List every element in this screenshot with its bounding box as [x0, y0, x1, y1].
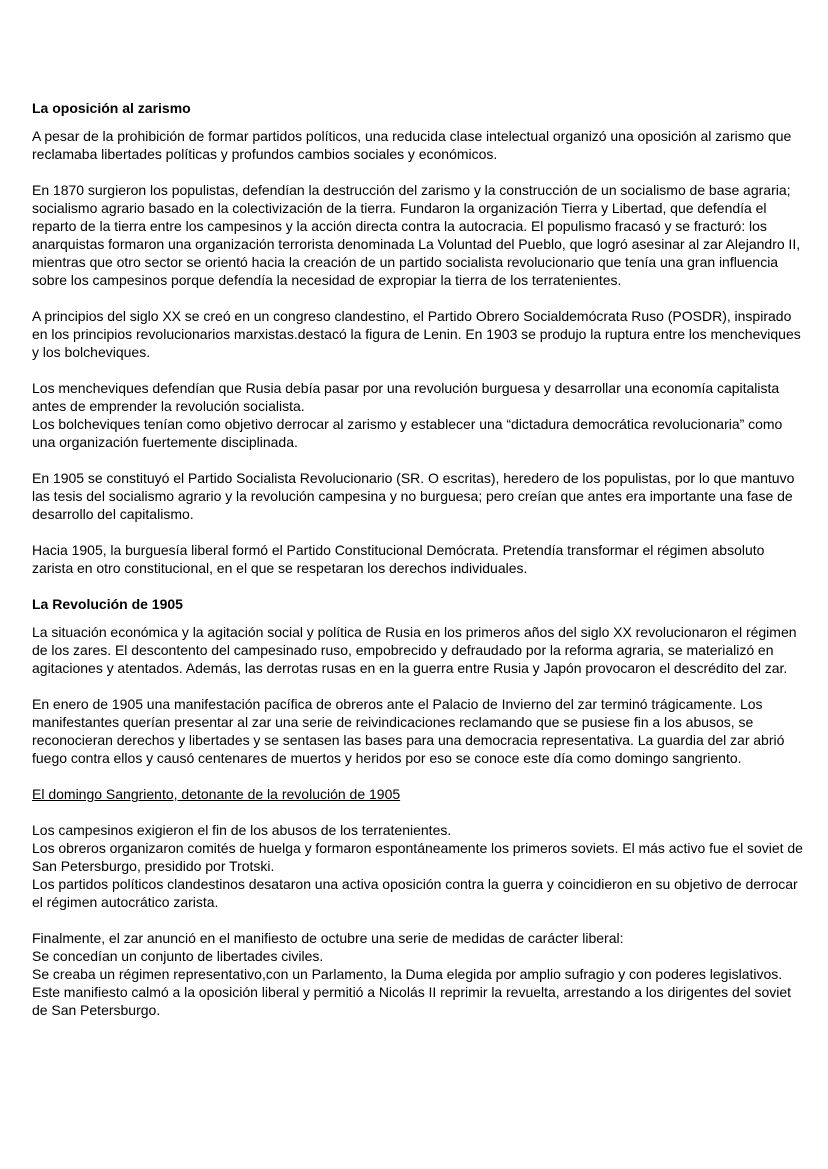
paragraph [32, 379, 816, 451]
text-line: A pesar de la prohibición de formar partidos políticos, una reducida clase intelectual organizó una oposición al zarismo que [32, 128, 792, 144]
text-line: En enero de 1905 una manifestación pacífica de obreros ante el Palacio de Invierno del zar terminó trágicamente. Los [32, 696, 763, 712]
text-line: zarista en otro constitucional, en el que se respetaran los derechos individuales. [32, 560, 528, 576]
text-line: La situación económica y la agitación social y política de Rusia en los primeros años del siglo XX revolucionaron el régimen [32, 624, 797, 640]
paragraph [32, 541, 816, 577]
section-title-opposition: La oposición al zarismo [32, 100, 191, 116]
paragraph [32, 623, 816, 677]
text-line: reclamaba libertades políticas y profundos cambios sociales y económicos. [32, 146, 498, 162]
paragraph [32, 181, 816, 289]
text-line: Finalmente, el zar anunció en el manifiesto de octubre una serie de medidas de carácter liberal: [32, 930, 624, 946]
paragraph [32, 695, 816, 767]
paragraph [32, 127, 816, 163]
text-line: Hacia 1905, la burguesía liberal formó el Partido Constitucional Demócrata. Pretendía transformar el régimen absoluto [32, 542, 765, 558]
text-line: Los mencheviques defendían que Rusia debía pasar por una revolución burguesa y desarrollar una economía capitalista [32, 380, 780, 396]
text-line: en los principios revolucionarios marxistas.destacó la figura de Lenin. En 1903 se produjo la ruptura entre los mencheviques [32, 326, 801, 342]
text-line: el régimen autocrático zarista. [32, 894, 219, 910]
text-line: Los obreros organizaron comités de huelga y formaron espontáneamente los primeros soviets. El más activo fue el soviet de [32, 840, 803, 856]
text-line: agitaciones y atentados. Además, las derrotas rusas en en la guerra entre Rusia y Japón provocaron el descrédito del zar. [32, 660, 788, 676]
text-line: socialismo agrario basado en la colectivización de la tierra. Fundaron la organización Tierra y Libertad, que defendía el [32, 200, 767, 216]
text-line: Los campesinos exigieron el fin de los abusos de los terratenientes. [32, 822, 452, 838]
text-line: de San Petersburgo. [32, 1002, 161, 1018]
text-line: A principios del siglo XX se creó en un congreso clandestino, el Partido Obrero Socialdemócrata Ruso (POSDR), inspirado [32, 308, 792, 324]
text-line: Se concedían un conjunto de libertades civiles. [32, 948, 324, 964]
text-line: de los zares. El descontento del campesinado ruso, empobrecido y defraudado por la reforma agraria, se materializó en [32, 642, 774, 658]
paragraph [32, 929, 816, 1019]
paragraph [32, 307, 816, 361]
text-line: una organización fuertemente disciplinada. [32, 434, 298, 450]
text-line: En 1870 surgieron los populistas, defendían la destrucción del zarismo y la construcción de un socialismo de base agraria; [32, 182, 791, 198]
text-line: Los bolcheviques tenían como objetivo derrocar al zarismo y establecer una “dictadura democrática revolucionaria” como [32, 416, 783, 432]
text-line: En 1905 se constituyó el Partido Socialista Revolucionario (SR. O escritas), heredero de los populistas, por lo que mantuvo [32, 470, 795, 486]
text-line: mientras que otro sector se orientó hacia la creación de un partido socialista revolucionario que tenía una gran influencia [32, 254, 779, 270]
text-line: Se creaba un régimen representativo,con un Parlamento, la Duma elegida por amplio sufragio y con poderes legislativos. [32, 966, 783, 982]
paragraph [32, 821, 816, 911]
paragraph [32, 469, 816, 523]
text-line: las tesis del socialismo agrario y la revolución campesina y no burguesa; pero creían que antes era importante una fase de [32, 488, 793, 504]
section-title-revolution-1905: La Revolución de 1905 [32, 596, 183, 612]
text-line: Este manifiesto calmó a la oposición liberal y permitió a Nicolás II reprimir la revuelta, arrestando a los dirigentes del soviet [32, 984, 792, 1000]
text-line: desarrollo del capitalismo. [32, 506, 194, 522]
text-line: San Petersburgo, presidido por Trotski. [32, 858, 275, 874]
text-line: Los partidos políticos clandestinos desataron una activa oposición contra la guerra y coincidieron en su objetivo de derrocar [32, 876, 798, 892]
text-line: reparto de la tierra entre los campesinos y la acción directa contra la autocracia. El populismo fracasó y se fracturó: los [32, 218, 767, 234]
text-line: y los bolcheviques. [32, 344, 151, 360]
subsection-title-bloody-sunday: El domingo Sangriento, detonante de la revolución de 1905 [32, 786, 401, 802]
text-line: manifestantes querían presentar al zar una serie de reivindicaciones reclamando que se pusiese fin a los abusos, se [32, 714, 754, 730]
text-line: reconocieran derechos y libertades y se sentasen las bases para una democracia representativa. La guardia del zar abrió [32, 732, 785, 748]
text-line: anarquistas formaron una organización terrorista denominada La Voluntad del Pueblo, que logró asesinar al zar Alejandro II, [32, 236, 801, 252]
text-line: sobre los campesinos porque defendía la necesidad de expropiar la tierra de los terratenientes. [32, 272, 622, 288]
text-line: fuego contra ellos y causó centenares de muertos y heridos por eso se conoce este día como domingo sangriento. [32, 750, 742, 766]
text-line: antes de emprender la revolución socialista. [32, 398, 305, 414]
